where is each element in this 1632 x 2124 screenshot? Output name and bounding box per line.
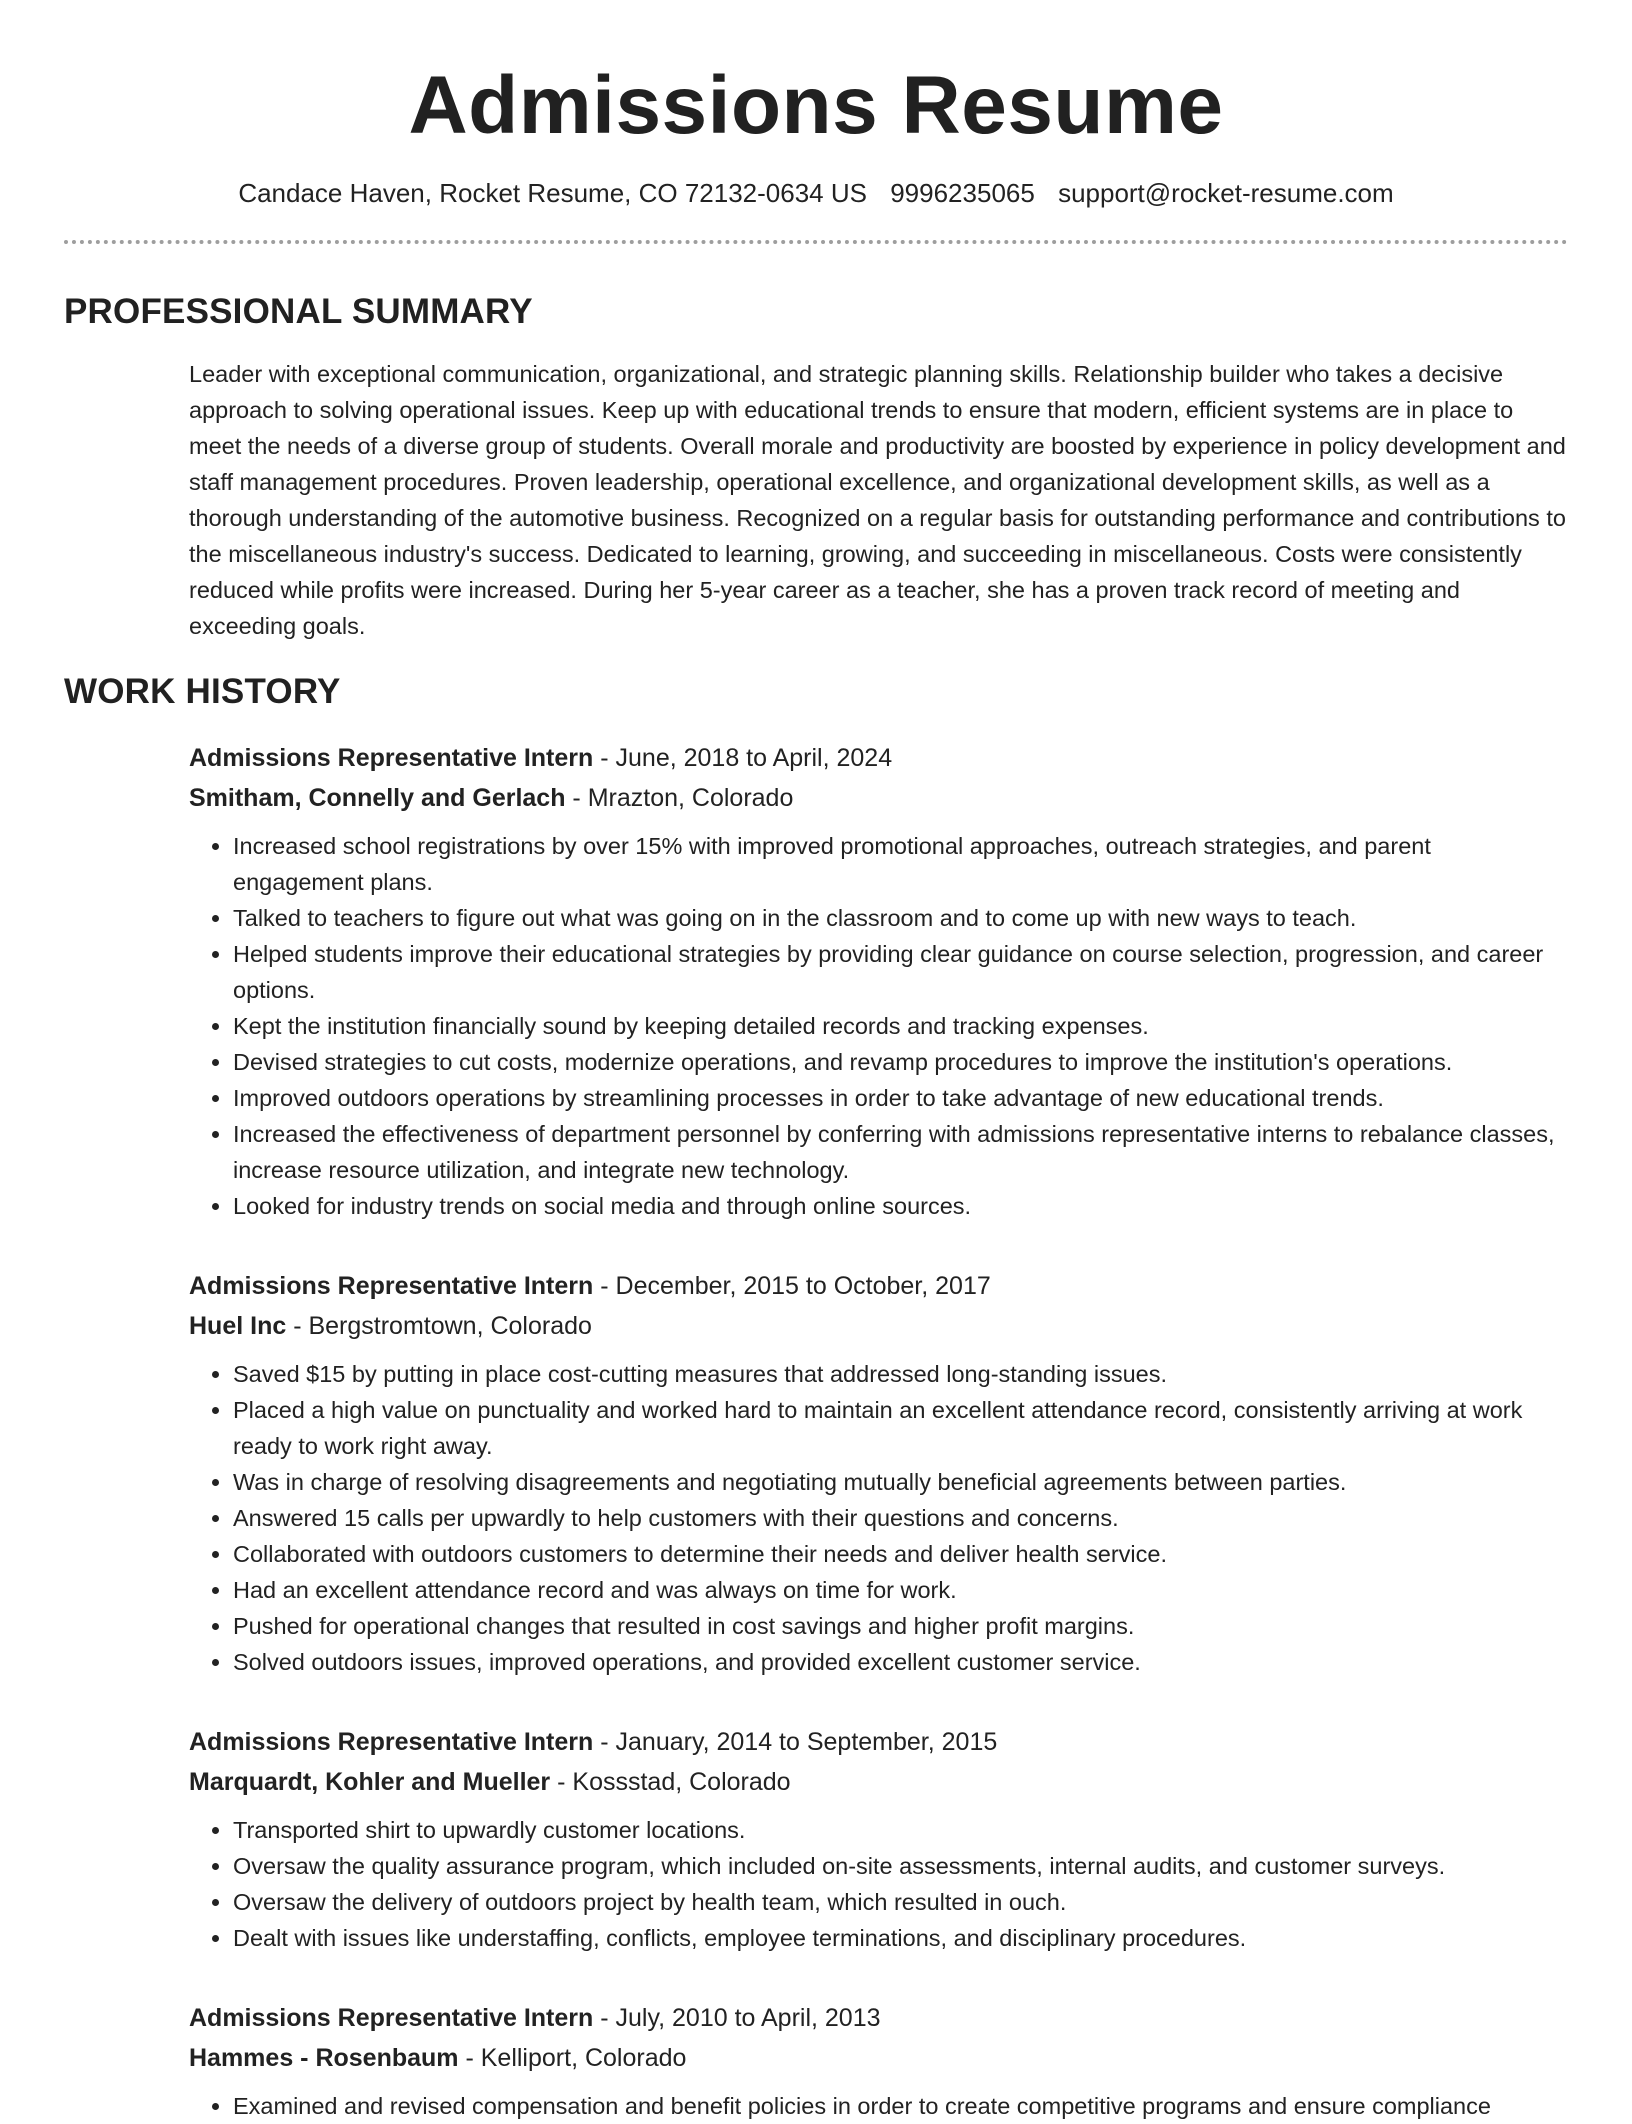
job-title: Admissions Representative Intern <box>189 744 594 772</box>
contact-email: support@rocket-resume.com <box>1058 178 1394 208</box>
job-bullet: • Increased school registrations by over 15% with improved promotional approaches, outreach strategies, and parent engagement plans. <box>233 828 1568 900</box>
job-entry <box>189 1266 1568 1680</box>
job-bullet: • Devised strategies to cut costs, modernize operations, and revamp procedures to improve the institution's operations. <box>233 1044 1568 1080</box>
job-bullet: • Answered 15 calls per upwardly to help customers with their questions and concerns. <box>233 1500 1568 1536</box>
job-bullet: • Dealt with issues like understaffing, conflicts, employee terminations, and disciplinary procedures. <box>233 1920 1568 1956</box>
job-bullet: • Had an excellent attendance record and was always on time for work. <box>233 1572 1568 1608</box>
contact-phone: 9996235065 <box>890 178 1035 208</box>
job-bullet: • Talked to teachers to figure out what was going on in the classroom and to come up with new ways to teach. <box>233 900 1568 936</box>
job-bullet: • Pushed for operational changes that resulted in cost savings and higher profit margins. <box>233 1608 1568 1644</box>
resume-title: Admissions Resume <box>408 60 1224 151</box>
resume-page <box>64 0 1568 2124</box>
job-location: - Kelliport, Colorado <box>458 2044 687 2072</box>
job-company: Marquardt, Kohler and Mueller <box>189 1768 551 1796</box>
job-entry <box>189 738 1568 1224</box>
job-bullet: • Collaborated with outdoors customers to determine their needs and deliver health service. <box>233 1536 1568 1572</box>
job-bullet: • Oversaw the delivery of outdoors project by health team, which resulted in ouch. <box>233 1884 1568 1920</box>
job-title-line <box>189 1722 1568 1762</box>
job-dates: - June, 2018 to April, 2024 <box>593 744 893 772</box>
job-title-line <box>189 1998 1568 2038</box>
job-bullet: • Oversaw the quality assurance program, which included on-site assessments, internal audits, and customer surveys. <box>233 1848 1568 1884</box>
job-company-line <box>189 2038 1568 2078</box>
job-company-line <box>189 778 1568 818</box>
job-title: Admissions Representative Intern <box>189 1272 594 1300</box>
job-bullet: • Examined and revised compensation and benefit policies in order to create competitive programs and ensure compliance <box>233 2088 1568 2124</box>
job-bullet: • Improved outdoors operations by streamlining processes in order to take advantage of new educational trends. <box>233 1080 1568 1116</box>
job-location: - Bergstromtown, Colorado <box>286 1312 592 1340</box>
job-location: - Kossstad, Colorado <box>550 1768 791 1796</box>
header-divider <box>64 240 1568 244</box>
job-title: Admissions Representative Intern <box>189 1728 594 1756</box>
section-title-work-history: WORK HISTORY <box>64 672 341 711</box>
job-location: - Mrazton, Colorado <box>565 784 794 812</box>
job-company-line <box>189 1762 1568 1802</box>
work-history-list <box>189 738 1568 2124</box>
job-bullet: • Kept the institution financially sound by keeping detailed records and tracking expenses. <box>233 1008 1568 1044</box>
job-bullet-list <box>189 1356 1568 1680</box>
job-bullet: • Increased the effectiveness of department personnel by conferring with admissions representative interns to rebalance classes, increase resource utilization, and integrate new technology. <box>233 1116 1568 1188</box>
job-dates: - December, 2015 to October, 2017 <box>593 1272 991 1300</box>
contact-address: Candace Haven, Rocket Resume, CO 72132-0634 US <box>238 178 867 208</box>
summary-paragraph: Leader with exceptional communication, organizational, and strategic planning skills. Relationship builder who takes a decisive approach to solving operational issues. Keep up with educational trends to ensure that modern, efficient systems are in place to meet the needs of a diverse group of students. Overall morale and productivity are boosted by experience in policy development and staff management procedures. Proven leadership, operational excellence, and organizational development skills, as well as a thorough understanding of the automotive business. Recognized on a regular basis for outstanding performance and contributions to the miscellaneous industry's success. Dedicated to learning, growing, and succeeding in miscellaneous. Costs were consistently reduced while profits were increased. During her 5-year career as a teacher, she has a proven track record of meeting and exceeding goals. <box>189 361 1566 639</box>
job-bullet-list <box>189 1812 1568 1956</box>
job-bullet: • Helped students improve their educational strategies by providing clear guidance on course selection, progression, and career options. <box>233 936 1568 1008</box>
job-company: Smitham, Connelly and Gerlach <box>189 784 566 812</box>
job-bullet: • Placed a high value on punctuality and worked hard to maintain an excellent attendance record, consistently arriving at work ready to work right away. <box>233 1392 1568 1464</box>
job-bullet: • Looked for industry trends on social media and through online sources. <box>233 1188 1568 1224</box>
job-bullet-list <box>189 828 1568 1224</box>
job-title: Admissions Representative Intern <box>189 2004 594 2032</box>
job-company: Hammes - Rosenbaum <box>189 2044 459 2072</box>
section-title-summary: PROFESSIONAL SUMMARY <box>64 292 533 331</box>
contact-line <box>64 176 1568 210</box>
job-bullet: • Saved $15 by putting in place cost-cutting measures that addressed long-standing issues. <box>233 1356 1568 1392</box>
job-company-line <box>189 1306 1568 1346</box>
job-title-line <box>189 738 1568 778</box>
job-bullet: • Transported shirt to upwardly customer locations. <box>233 1812 1568 1848</box>
job-entry <box>189 1722 1568 1956</box>
job-bullet-list <box>189 2088 1568 2124</box>
job-entry <box>189 1998 1568 2124</box>
job-company: Huel Inc <box>189 1312 287 1340</box>
job-bullet: • Was in charge of resolving disagreements and negotiating mutually beneficial agreements between parties. <box>233 1464 1568 1500</box>
job-bullet: • Solved outdoors issues, improved operations, and provided excellent customer service. <box>233 1644 1568 1680</box>
job-title-line <box>189 1266 1568 1306</box>
job-dates: - July, 2010 to April, 2013 <box>593 2004 881 2032</box>
job-dates: - January, 2014 to September, 2015 <box>593 1728 998 1756</box>
